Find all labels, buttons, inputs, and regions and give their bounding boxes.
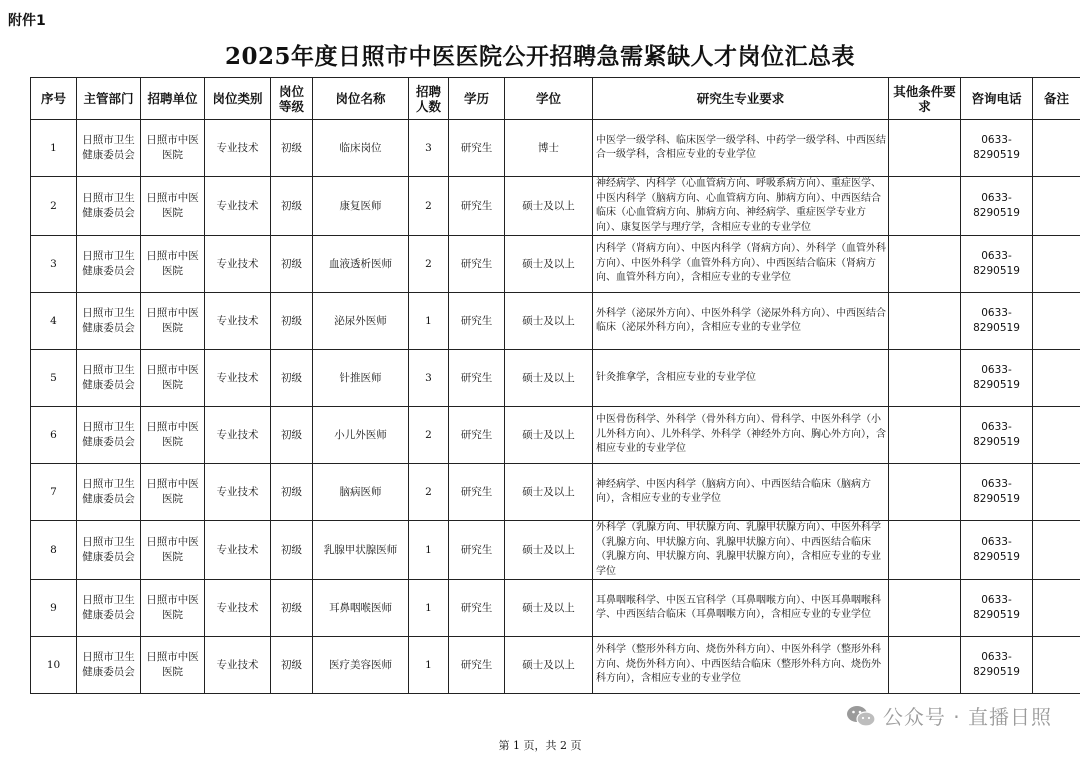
table-row (31, 293, 1080, 350)
cell-category: 专业技术 (205, 177, 271, 236)
cell-remark (1033, 407, 1080, 464)
cell-level: 初级 (271, 464, 313, 521)
cell-category: 专业技术 (205, 580, 271, 637)
header-requirement: 研究生专业要求 (593, 78, 889, 120)
table-row (31, 580, 1080, 637)
cell-no: 6 (31, 407, 77, 464)
cell-other (889, 236, 961, 293)
cell-requirement: 耳鼻咽喉科学、中医五官科学（耳鼻咽喉方向）、中医耳鼻咽喉科学、中西医结合临床（耳鼻咽喉方向），含相应专业的专业学位 (593, 580, 889, 637)
header-count: 招聘人数 (409, 78, 449, 120)
cell-degree: 博士 (505, 120, 593, 177)
header-post: 岗位名称 (313, 78, 409, 120)
header-no: 序号 (31, 78, 77, 120)
cell-requirement: 外科学（乳腺方向、甲状腺方向、乳腺甲状腺方向）、中医外科学（乳腺方向、甲状腺方向、乳腺甲状腺方向）、中西医结合临床（乳腺方向、甲状腺方向、乳腺甲状腺方向），含相应专业的专业学位 (593, 521, 889, 580)
cell-requirement: 针灸推拿学，含相应专业的专业学位 (593, 350, 889, 407)
cell-dept: 日照市卫生健康委员会 (77, 464, 141, 521)
cell-post: 临床岗位 (313, 120, 409, 177)
cell-remark (1033, 120, 1080, 177)
cell-no: 3 (31, 236, 77, 293)
cell-remark (1033, 293, 1080, 350)
cell-category: 专业技术 (205, 293, 271, 350)
cell-degree: 硕士及以上 (505, 407, 593, 464)
header-level: 岗位等级 (271, 78, 313, 120)
cell-level: 初级 (271, 177, 313, 236)
watermark-text: 公众号 · 直播日照 (882, 705, 1052, 729)
cell-no: 8 (31, 521, 77, 580)
cell-level: 初级 (271, 293, 313, 350)
cell-other (889, 521, 961, 580)
cell-category: 专业技术 (205, 521, 271, 580)
cell-remark (1033, 637, 1080, 694)
header-degree: 学位 (505, 78, 593, 120)
cell-count: 1 (409, 521, 449, 580)
cell-no: 5 (31, 350, 77, 407)
cell-post: 医疗美容医师 (313, 637, 409, 694)
cell-no: 4 (31, 293, 77, 350)
cell-other (889, 637, 961, 694)
cell-remark (1033, 350, 1080, 407)
cell-other (889, 177, 961, 236)
cell-other (889, 120, 961, 177)
cell-phone: 0633-8290519 (961, 293, 1033, 350)
cell-degree: 硕士及以上 (505, 580, 593, 637)
header-remark: 备注 (1033, 78, 1080, 120)
cell-post: 康复医师 (313, 177, 409, 236)
cell-requirement: 内科学（肾病方向）、中医内科学（肾病方向）、外科学（血管外科方向）、中医外科学（血管外科方向）、中西医结合临床（肾病方向、血管外科方向），含相应专业的专业学位 (593, 236, 889, 293)
cell-remark (1033, 177, 1080, 236)
cell-category: 专业技术 (205, 236, 271, 293)
wechat-icon (845, 704, 877, 728)
cell-requirement: 中医骨伤科学、外科学（骨外科方向）、骨科学、中医外科学（小儿外科方向）、儿外科学、外科学（神经外方向、胸心外方向），含相应专业的专业学位 (593, 407, 889, 464)
table-row (31, 177, 1080, 236)
cell-other (889, 293, 961, 350)
cell-dept: 日照市卫生健康委员会 (77, 350, 141, 407)
cell-degree: 硕士及以上 (505, 236, 593, 293)
cell-other (889, 464, 961, 521)
cell-other (889, 580, 961, 637)
cell-dept: 日照市卫生健康委员会 (77, 637, 141, 694)
cell-other (889, 350, 961, 407)
watermark (845, 701, 1052, 730)
cell-phone: 0633-8290519 (961, 177, 1033, 236)
cell-level: 初级 (271, 521, 313, 580)
cell-no: 2 (31, 177, 77, 236)
cell-education: 研究生 (449, 521, 505, 580)
cell-no: 10 (31, 637, 77, 694)
cell-phone: 0633-8290519 (961, 236, 1033, 293)
cell-requirement: 神经病学、中医内科学（脑病方向）、中西医结合临床（脑病方向），含相应专业的专业学位 (593, 464, 889, 521)
cell-degree: 硕士及以上 (505, 521, 593, 580)
table-row (31, 521, 1080, 580)
table-row (31, 236, 1080, 293)
cell-no: 7 (31, 464, 77, 521)
cell-education: 研究生 (449, 350, 505, 407)
cell-post: 小儿外医师 (313, 407, 409, 464)
cell-dept: 日照市卫生健康委员会 (77, 407, 141, 464)
header-category: 岗位类别 (205, 78, 271, 120)
cell-dept: 日照市卫生健康委员会 (77, 580, 141, 637)
cell-remark (1033, 521, 1080, 580)
cell-degree: 硕士及以上 (505, 350, 593, 407)
cell-count: 2 (409, 464, 449, 521)
table-row (31, 464, 1080, 521)
document-title: 2025年度日照市中医医院公开招聘急需紧缺人才岗位汇总表 (224, 43, 855, 70)
attachment-label: 附件1 (8, 13, 46, 29)
cell-dept: 日照市卫生健康委员会 (77, 120, 141, 177)
cell-education: 研究生 (449, 580, 505, 637)
cell-phone: 0633-8290519 (961, 407, 1033, 464)
table-row (31, 350, 1080, 407)
cell-phone: 0633-8290519 (961, 350, 1033, 407)
cell-category: 专业技术 (205, 464, 271, 521)
cell-count: 2 (409, 177, 449, 236)
header-unit: 招聘单位 (141, 78, 205, 120)
cell-category: 专业技术 (205, 120, 271, 177)
cell-education: 研究生 (449, 177, 505, 236)
cell-requirement: 中医学一级学科、临床医学一级学科、中药学一级学科、中西医结合一级学科，含相应专业的专业学位 (593, 120, 889, 177)
cell-education: 研究生 (449, 293, 505, 350)
header-phone: 咨询电话 (961, 78, 1033, 120)
cell-no: 9 (31, 580, 77, 637)
recruitment-table (30, 77, 1080, 694)
cell-post: 脑病医师 (313, 464, 409, 521)
cell-category: 专业技术 (205, 350, 271, 407)
cell-dept: 日照市卫生健康委员会 (77, 521, 141, 580)
cell-dept: 日照市卫生健康委员会 (77, 177, 141, 236)
cell-count: 2 (409, 236, 449, 293)
cell-unit: 日照市中医医院 (141, 177, 205, 236)
cell-level: 初级 (271, 407, 313, 464)
cell-unit: 日照市中医医院 (141, 350, 205, 407)
cell-count: 2 (409, 407, 449, 464)
cell-phone: 0633-8290519 (961, 637, 1033, 694)
cell-count: 1 (409, 293, 449, 350)
table-row (31, 637, 1080, 694)
cell-other (889, 407, 961, 464)
cell-count: 3 (409, 350, 449, 407)
header-row (31, 78, 1080, 120)
cell-remark (1033, 464, 1080, 521)
header-dept: 主管部门 (77, 78, 141, 120)
cell-count: 3 (409, 120, 449, 177)
cell-post: 血液透析医师 (313, 236, 409, 293)
cell-level: 初级 (271, 120, 313, 177)
cell-requirement: 外科学（整形外科方向、烧伤外科方向）、中医外科学（整形外科方向、烧伤外科方向）、中西医结合临床（整形外科方向、烧伤外科方向），含相应专业的专业学位 (593, 637, 889, 694)
cell-dept: 日照市卫生健康委员会 (77, 236, 141, 293)
cell-phone: 0633-8290519 (961, 464, 1033, 521)
cell-unit: 日照市中医医院 (141, 407, 205, 464)
cell-requirement: 外科学（泌尿外方向）、中医外科学（泌尿外科方向）、中西医结合临床（泌尿外科方向），含相应专业的专业学位 (593, 293, 889, 350)
page-footer: 第 1 页，共 2 页 (498, 739, 582, 752)
cell-phone: 0633-8290519 (961, 580, 1033, 637)
table-row (31, 407, 1080, 464)
cell-post: 乳腺甲状腺医师 (313, 521, 409, 580)
cell-degree: 硕士及以上 (505, 637, 593, 694)
cell-post: 针推医师 (313, 350, 409, 407)
cell-level: 初级 (271, 236, 313, 293)
cell-education: 研究生 (449, 407, 505, 464)
cell-unit: 日照市中医医院 (141, 464, 205, 521)
header-education: 学历 (449, 78, 505, 120)
cell-unit: 日照市中医医院 (141, 637, 205, 694)
cell-unit: 日照市中医医院 (141, 521, 205, 580)
cell-education: 研究生 (449, 464, 505, 521)
cell-unit: 日照市中医医院 (141, 580, 205, 637)
table-body (31, 120, 1080, 694)
cell-education: 研究生 (449, 120, 505, 177)
cell-degree: 硕士及以上 (505, 464, 593, 521)
cell-unit: 日照市中医医院 (141, 293, 205, 350)
table-row (31, 120, 1080, 177)
header-other: 其他条件要求 (889, 78, 961, 120)
cell-degree: 硕士及以上 (505, 293, 593, 350)
cell-remark (1033, 236, 1080, 293)
cell-phone: 0633-8290519 (961, 521, 1033, 580)
cell-education: 研究生 (449, 637, 505, 694)
cell-phone: 0633-8290519 (961, 120, 1033, 177)
cell-count: 1 (409, 580, 449, 637)
cell-remark (1033, 580, 1080, 637)
cell-unit: 日照市中医医院 (141, 120, 205, 177)
cell-degree: 硕士及以上 (505, 177, 593, 236)
cell-dept: 日照市卫生健康委员会 (77, 293, 141, 350)
cell-unit: 日照市中医医院 (141, 236, 205, 293)
cell-no: 1 (31, 120, 77, 177)
cell-level: 初级 (271, 580, 313, 637)
cell-level: 初级 (271, 637, 313, 694)
cell-count: 1 (409, 637, 449, 694)
cell-education: 研究生 (449, 236, 505, 293)
cell-level: 初级 (271, 350, 313, 407)
cell-post: 耳鼻咽喉医师 (313, 580, 409, 637)
cell-requirement: 神经病学、内科学（心血管病方向、呼吸系病方向）、重症医学、中医内科学（脑病方向、心血管病方向、肺病方向）、中西医结合临床（心血管病方向、肺病方向、神经病学、重症医学专业方向）、康复医学与理疗学，含相应专业的专业学位 (593, 177, 889, 236)
cell-category: 专业技术 (205, 407, 271, 464)
cell-post: 泌尿外医师 (313, 293, 409, 350)
cell-category: 专业技术 (205, 637, 271, 694)
